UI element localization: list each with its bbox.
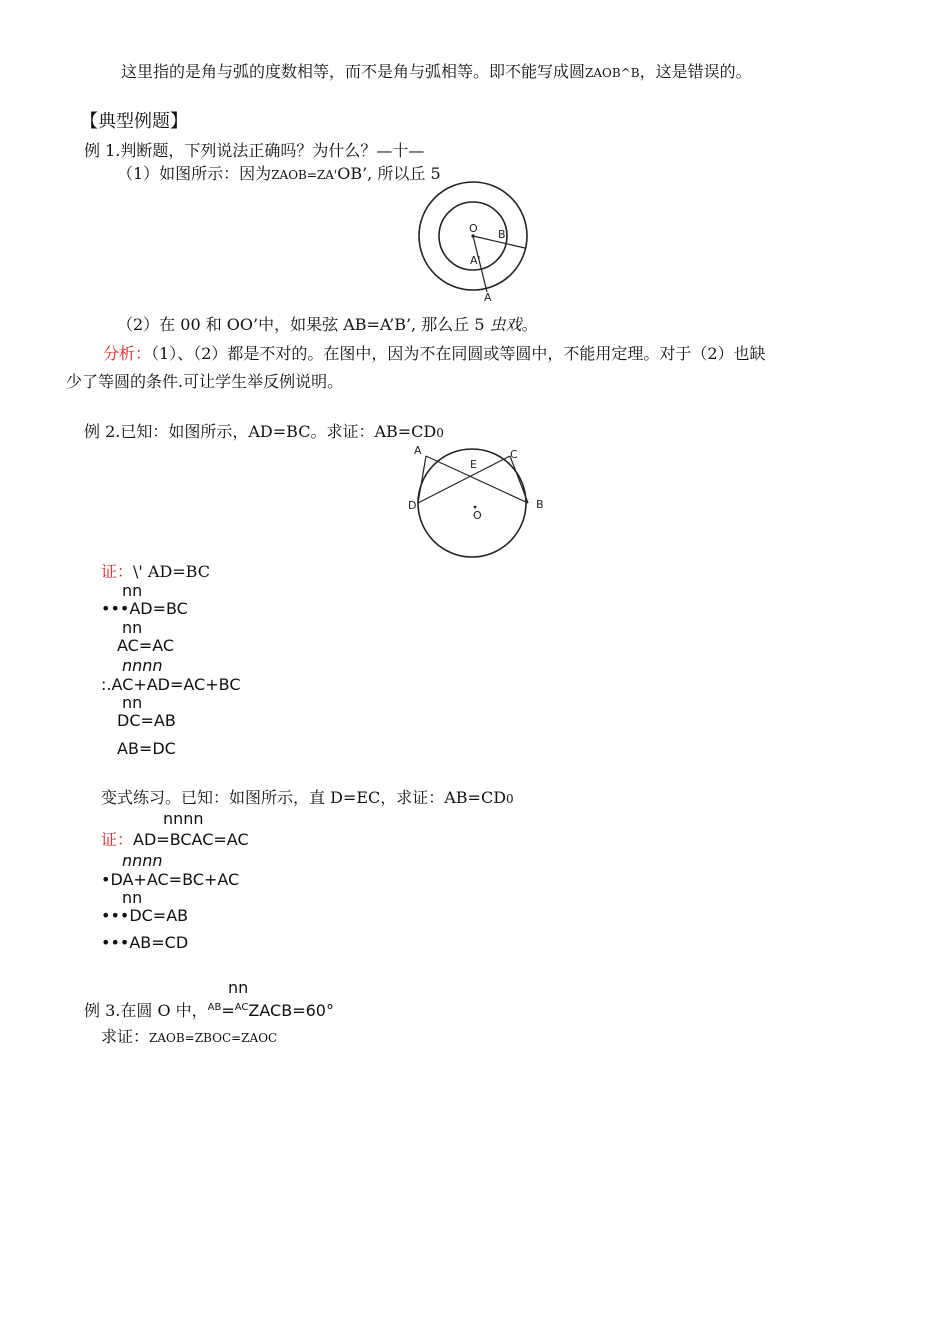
chord-dc <box>418 456 510 503</box>
ex1-analysis <box>103 344 766 364</box>
variant-question-text: 变式练习。已知：如图所示，直 D=EC，求证：AB=CD <box>101 788 507 807</box>
ex2-proof-label: 证： <box>101 562 134 581</box>
label-o: O <box>473 509 482 522</box>
ex3-prefix: 例 3.在圆 O 中， <box>84 1001 208 1020</box>
variant-question-sub: 0 <box>506 792 514 806</box>
ex1-figure <box>415 180 540 305</box>
ex2-question-text: 例 2.已知：如图所示，AD=BC。求证：AB=CD <box>84 422 437 441</box>
variant-line-0: nnnn <box>122 851 163 870</box>
ex3-question <box>84 998 334 1021</box>
ex3-over: nn <box>228 978 249 997</box>
ex1-part2-end: 。 <box>521 315 538 334</box>
variant-proof-first: AD=BCAC=AC <box>133 830 249 849</box>
analysis-line1: （1）、（2）都是不对的。在图中，因为不在同圆或等圆中，不能用定理。对于（2）也缺 <box>151 344 766 363</box>
chord-ad <box>418 456 426 503</box>
ex2-line-2: nn <box>122 618 143 637</box>
ex3-sup-ac: AC <box>234 1002 249 1013</box>
label-a: A <box>484 291 492 304</box>
ex3-eq: = <box>221 1001 235 1020</box>
label-b-prime: B' <box>498 228 509 241</box>
label-o: O <box>469 222 478 235</box>
ex2-line-8: AB=DC <box>117 739 176 758</box>
ex1-part1 <box>117 164 441 185</box>
ex2-line-5: :.AC+AD=AC+BC <box>101 675 241 694</box>
variant-proof-label: 证： <box>101 830 134 849</box>
ex2-proof-start <box>101 562 210 582</box>
ex1-part2-italic: 虫戏 <box>489 315 522 334</box>
ex2-question-sub: 0 <box>436 426 444 440</box>
label-a-prime: A' <box>470 254 481 267</box>
variant-question <box>101 788 514 809</box>
label-d: D <box>408 499 417 512</box>
ex2-line-4: nnnn <box>122 656 163 675</box>
intro-formula: ZAOB^B <box>585 66 640 80</box>
ex1-part2-main: （2）在 00 和 OO’中，如果弦 AB=A’B’, 那么丘 5 <box>117 315 490 334</box>
section-heading: 【典型例题】 <box>80 111 188 132</box>
analysis-label: 分析： <box>103 344 152 363</box>
intro-line <box>121 62 752 83</box>
ex1-part1-suffix: OB’, 所以丘 5 <box>337 164 441 183</box>
label-c: C <box>510 448 518 461</box>
ex3-prove-formula: ZAOB=ZBOC=ZAOC <box>149 1031 278 1045</box>
label-e: E <box>470 458 477 471</box>
ex2-line-7: DC=AB <box>117 711 176 730</box>
ex3-rest: ZACB=60° <box>248 1001 334 1020</box>
variant-line-4: •••AB=CD <box>101 933 189 952</box>
variant-over: nnnn <box>163 809 204 828</box>
ex1-part1-prefix: （1）如图所示：因为 <box>117 164 272 183</box>
center-o-point <box>474 506 477 509</box>
ex2-line-0: nn <box>122 581 143 600</box>
intro-tail: ，这是错误的。 <box>639 62 752 81</box>
ex2-line-3: AC=AC <box>117 636 175 655</box>
ex2-figure <box>400 445 550 565</box>
variant-line-1: •DA+AC=BC+AC <box>101 870 240 889</box>
ex3-sup-ab: AB <box>207 1002 222 1013</box>
ex2-proof-first: \' AD=BC <box>133 562 210 581</box>
ex3-prove-label: 求证： <box>101 1027 150 1046</box>
ex2-line-6: nn <box>122 693 143 712</box>
ex1-part1-formula: ZAOB=ZA' <box>271 168 338 182</box>
label-b: B <box>536 498 544 511</box>
ex3-prove <box>101 1027 277 1048</box>
ex2-question <box>84 422 444 443</box>
variant-line-3: •••DC=AB <box>101 906 189 925</box>
analysis-line2: 少了等圆的条件.可让学生举反例说明。 <box>66 372 344 391</box>
variant-line-2: nn <box>122 888 143 907</box>
ex1-part2 <box>117 315 538 335</box>
ex2-line-1: •••AD=BC <box>101 599 188 618</box>
ex1-question: 例 1.判断题，下列说法正确吗？为什么？—十— <box>84 141 425 160</box>
label-a: A <box>414 445 422 457</box>
variant-proof-start <box>101 830 249 850</box>
intro-text: 这里指的是角与弧的度数相等，而不是角与弧相等。即不能写成圆 <box>121 62 586 81</box>
